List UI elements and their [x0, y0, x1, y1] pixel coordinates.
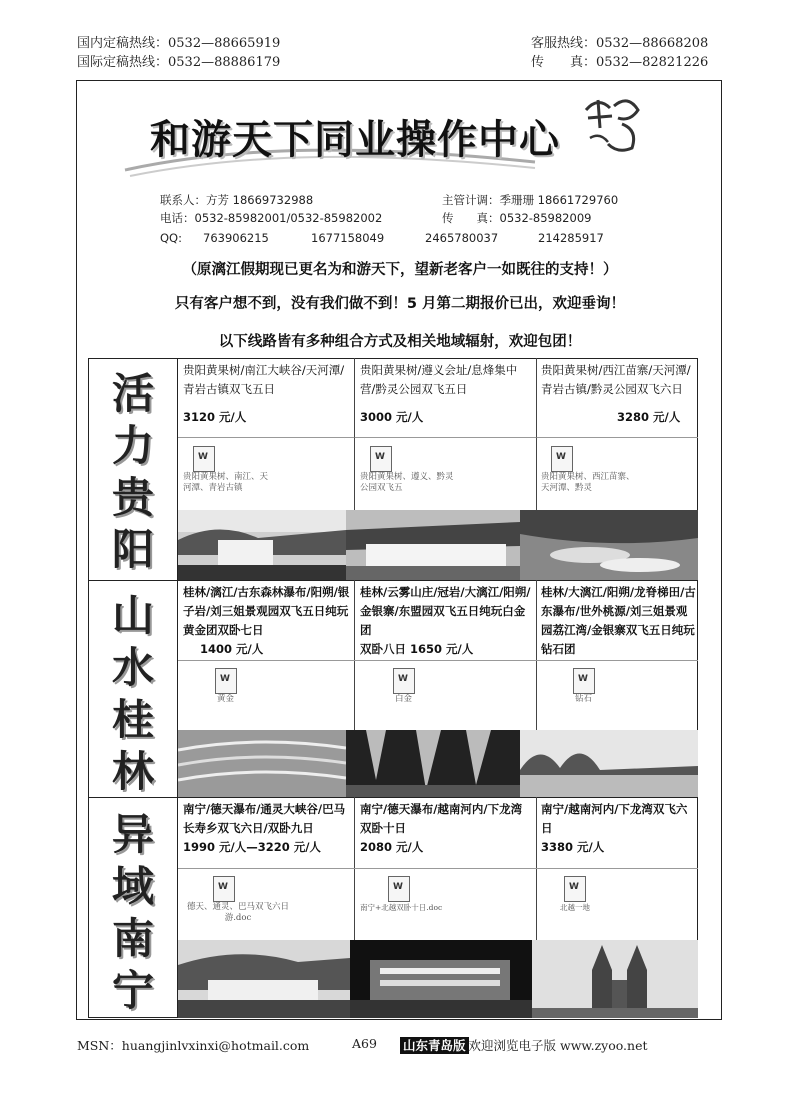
- doc-attachment[interactable]: [183, 876, 289, 924]
- group-notice: 以下线路皆有多种组合方式及相关地域辐射，欢迎包团！: [218, 334, 582, 350]
- route-price[interactable]: 1400 元/人: [200, 642, 264, 656]
- region-guiyang: [88, 358, 178, 580]
- route-price[interactable]: 3120 元/人: [183, 410, 247, 424]
- waterfall-photo: [346, 510, 520, 580]
- route-price[interactable]: 3000 元/人: [360, 410, 424, 424]
- region-char: 桂: [111, 695, 154, 744]
- region-char: 南: [111, 914, 154, 963]
- doc-label: 白金: [395, 694, 413, 704]
- doc-label: 北越一地: [560, 903, 590, 912]
- route-desc: 贵阳黄果树/南江大峡谷/天河潭/青岩古镇双飞五日: [183, 363, 345, 396]
- doc-label: 钻石: [575, 694, 593, 704]
- route-desc: 南宁/越南河内/下龙湾双飞六日: [541, 802, 688, 835]
- international-hotline: 国际定稿热线：0532—88886179: [77, 55, 281, 70]
- cathedral-photo: [532, 940, 698, 1018]
- qq-number: 214285917: [538, 231, 604, 245]
- region-char: 水: [111, 643, 154, 692]
- word-doc-icon: [564, 876, 586, 902]
- doc-attachment[interactable]: [205, 668, 245, 705]
- cell-divider: [354, 580, 355, 730]
- karst-river-photo: [520, 730, 698, 797]
- word-doc-icon: [573, 668, 595, 694]
- doc-attachment[interactable]: [183, 446, 269, 494]
- region-char: 贵: [111, 473, 154, 522]
- edition-badge: 山东青岛版: [400, 1037, 469, 1054]
- region-char: 异: [111, 810, 154, 859]
- word-doc-icon: [215, 668, 237, 694]
- route-price[interactable]: 2080 元/人: [360, 840, 424, 854]
- doc-label: 德天、通灵、巴马双飞六日游.doc: [186, 902, 289, 923]
- contact-person: 联系人：方芳 18669732988: [160, 193, 314, 207]
- doc-label: 贵阳黄果树、西江苗寨、天河潭、黔灵: [541, 472, 635, 493]
- qq-number: 763906215: [203, 231, 269, 245]
- night-city-photo: [350, 940, 532, 1018]
- waterfall-photo: [178, 940, 350, 1018]
- region-guilin: [88, 580, 178, 797]
- doc-label: 南宁+北越双卧十日.doc: [360, 903, 443, 912]
- supervisor-contact: 主管计调：季珊珊 18661729760: [442, 193, 619, 207]
- cell-divider: [178, 660, 698, 661]
- msn-contact[interactable]: MSN：huangjinlvxinxi@hotmail.com: [77, 1038, 310, 1053]
- doc-attachment[interactable]: [360, 876, 443, 913]
- brand-logo: [578, 88, 648, 160]
- region-title-guilin: [88, 590, 178, 798]
- calligraphy-logo-icon: [578, 88, 648, 160]
- word-doc-icon: [393, 668, 415, 694]
- route-price[interactable]: 3280 元/人: [617, 410, 681, 424]
- page-title: 和游天下同业操作中心: [150, 116, 560, 163]
- region-char: 活: [111, 369, 154, 418]
- cell-divider: [354, 438, 355, 510]
- doc-attachment[interactable]: [560, 876, 600, 913]
- river-stones-photo: [520, 510, 698, 580]
- route-price[interactable]: 3380 元/人: [541, 840, 605, 854]
- region-char: 宁: [111, 966, 154, 1015]
- region-char: 域: [111, 862, 154, 911]
- cave-photo: [346, 730, 520, 797]
- region-title-nanning: [88, 809, 178, 1017]
- fax-line: 传 真：0532—82821226: [531, 55, 709, 70]
- footer-banner: [400, 1036, 648, 1054]
- doc-attachment[interactable]: [360, 446, 454, 494]
- row-divider: [88, 797, 698, 798]
- waterfall-photo: [178, 510, 346, 580]
- website-link[interactable]: 欢迎浏览电子版 www.zyoo.net: [468, 1038, 648, 1053]
- doc-label: 贵阳黄果树、南江、天河潭、青岩古镇: [183, 472, 269, 493]
- doc-attachment[interactable]: [563, 668, 603, 705]
- region-title-guiyang: [88, 368, 178, 576]
- region-nanning: [88, 797, 178, 1018]
- word-doc-icon: [213, 876, 235, 902]
- phone-numbers: 电话：0532-85982001/0532-85982002: [160, 211, 383, 225]
- region-char: 力: [111, 421, 154, 470]
- region-char: 阳: [111, 525, 154, 574]
- route-price[interactable]: 1990 元/人—3220 元/人: [183, 840, 321, 854]
- qq-label: QQ:: [160, 231, 182, 245]
- doc-attachment[interactable]: [541, 446, 635, 494]
- route-desc: 南宁/德天瀑布/通灵大峡谷/巴马长寿乡双飞六日/双卧九日: [183, 802, 346, 835]
- cell-divider: [536, 438, 537, 510]
- doc-attachment[interactable]: [383, 668, 423, 705]
- page-number: A69: [352, 1036, 377, 1051]
- domestic-hotline: 国内定稿热线：0532—88665919: [77, 36, 281, 51]
- promo-notice: 只有客户想不到，没有我们做不到！5 月第二期报价已出，欢迎垂询！: [174, 296, 626, 312]
- qq-number: 1677158049: [311, 231, 385, 245]
- office-fax: 传 真：0532-85982009: [442, 211, 592, 225]
- route-desc: 南宁/德天瀑布/越南河内/下龙湾双卧十日: [360, 802, 523, 835]
- doc-label: 黄金: [217, 694, 235, 704]
- row-divider: [88, 580, 698, 581]
- route-price[interactable]: 双卧八日 1650 元/人: [360, 642, 474, 656]
- route-desc: 桂林/大漓江/阳朔/龙脊梯田/古东瀑布/世外桃源/刘三姐景观园荔江湾/金银寨双飞五日纯玩钻石团: [541, 585, 696, 656]
- cell-divider: [536, 580, 537, 730]
- region-char: 林: [111, 747, 154, 796]
- word-doc-icon: [370, 446, 392, 472]
- service-hotline: 客服热线：0532—88668208: [531, 36, 709, 51]
- cell-divider: [178, 868, 698, 869]
- region-char: 山: [111, 591, 154, 640]
- word-doc-icon: [388, 876, 410, 902]
- word-doc-icon: [193, 446, 215, 472]
- qq-number: 2465780037: [425, 231, 499, 245]
- route-desc: 桂林/漓江/古东森林瀑布/阳朔/银子岩/刘三姐景观园双飞五日纯玩黄金团双卧七日: [183, 585, 350, 637]
- route-desc: 贵阳黄果树/遵义会址/息烽集中营/黔灵公园双飞五日: [360, 363, 518, 396]
- route-desc: 贵阳黄果树/西江苗寨/天河潭/青岩古镇/黔灵公园双飞六日: [541, 363, 691, 396]
- route-desc: 桂林/云雾山庄/冠岩/大漓江/阳朔/金银寨/东盟园双飞五日纯玩白金团: [360, 585, 531, 637]
- rename-notice: （原漓江假期现已更名为和游天下，望新老客户一如既往的支持！）: [182, 262, 618, 278]
- word-doc-icon: [551, 446, 573, 472]
- doc-label: 贵阳黄果树、遵义、黔灵公园双飞五: [360, 472, 454, 493]
- rice-terrace-photo: [178, 730, 346, 797]
